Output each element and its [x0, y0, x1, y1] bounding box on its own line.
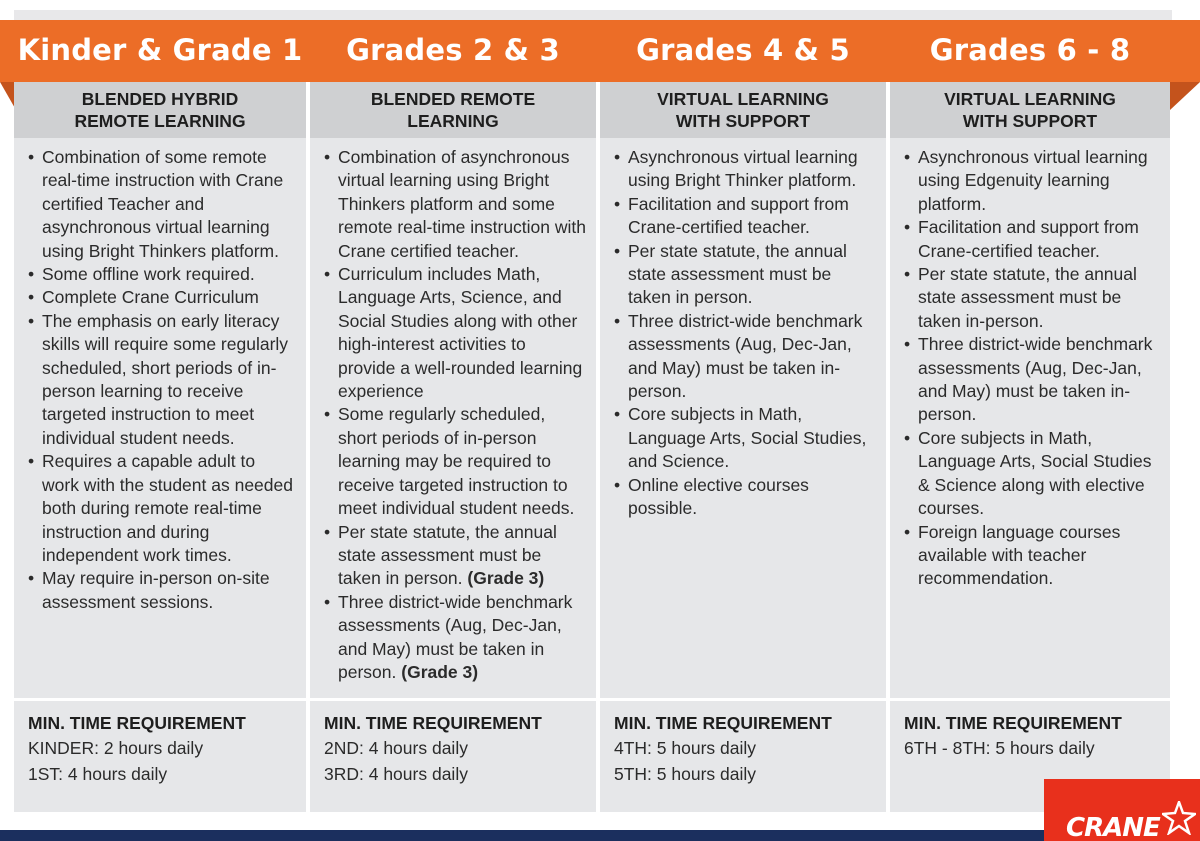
ribbon-fold-right: [1170, 82, 1200, 110]
learning-mode-line: BLENDED HYBRID: [81, 89, 239, 109]
bullet-list: [28, 146, 296, 614]
column-grades-6-8: [890, 20, 1170, 812]
bullet-item: • Core subjects in Math, Language Arts, Social Studies, and Science.: [614, 403, 876, 473]
learning-mode-line: VIRTUAL LEARNING: [657, 89, 829, 109]
time-requirement-title: MIN. TIME REQUIREMENT: [614, 713, 832, 733]
grade-note: (Grade 3): [401, 661, 479, 682]
time-requirement: [14, 698, 306, 812]
time-requirement-line: 6TH - 8TH: 5 hours daily: [904, 738, 1095, 758]
time-requirement-line: 5TH: 5 hours daily: [614, 764, 757, 784]
bullet-item: • Three district-wide benchmark assessments (Aug, Dec-Jan, and May) must be taken in-person.: [904, 333, 1160, 427]
time-requirement-title: MIN. TIME REQUIREMENT: [904, 713, 1122, 733]
bullet-item: • Per state statute, the annual state assessment must be taken in-person.: [904, 263, 1160, 333]
description-box: [14, 138, 306, 698]
bullet-item: • Facilitation and support from Crane-certified teacher.: [614, 193, 876, 240]
bullet-item: • Requires a capable adult to work with the student as needed both during remote real-time instruction and during independent work times.: [28, 450, 296, 567]
bullet-item: • Per state statute, the annual state assessment must be taken in person.: [614, 240, 876, 310]
time-requirement-title: MIN. TIME REQUIREMENT: [324, 713, 542, 733]
bullet-item: • Complete Crane Curriculum: [28, 286, 296, 309]
bullet-text: Per state statute, the annual state assessment must be taken in person.: [338, 521, 557, 589]
bullet-item: • Core subjects in Math, Language Arts, Social Studies & Science along with elective courses.: [904, 427, 1160, 521]
bullet-item: • Foreign language courses available with teacher recommendation.: [904, 521, 1160, 591]
logo-text: CRANE: [1066, 813, 1160, 841]
learning-mode-line: WITH SUPPORT: [675, 111, 811, 131]
bottom-bar: [0, 830, 1200, 841]
bullet-item: • Facilitation and support from Crane-certified teacher.: [904, 216, 1160, 263]
bullet-item: • May require in-person on-site assessment sessions.: [28, 567, 296, 614]
learning-mode-line: LEARNING: [407, 111, 499, 131]
learning-mode-line: VIRTUAL LEARNING: [944, 89, 1116, 109]
bullet-item: • Combination of some remote real-time instruction with Crane certified Teacher and asynchronous virtual learning using Bright Thinkers platform.: [28, 146, 296, 263]
learning-mode: [14, 82, 306, 138]
bullet-list: [324, 146, 586, 684]
bullet-item: • Some regularly scheduled, short periods of in-person learning may be required to receive targeted instruction to meet individual student needs.: [324, 403, 586, 520]
time-requirement: [310, 698, 596, 812]
time-requirement-line: 3RD: 4 hours daily: [324, 764, 468, 784]
learning-mode: [310, 82, 596, 138]
grade-note: (Grade 3): [467, 568, 545, 589]
learning-mode: [890, 82, 1170, 138]
description-box: [600, 138, 886, 698]
time-requirement-title: MIN. TIME REQUIREMENT: [28, 713, 246, 733]
bullet-item: [324, 591, 586, 685]
grade-title: Kinder & Grade 1: [17, 33, 303, 67]
bullet-item: • The emphasis on early literacy skills will require some regularly scheduled, short periods of in-person learning to receive targeted instruction to meet individual student needs.: [28, 310, 296, 450]
bullet-item: • Online elective courses possible.: [614, 474, 876, 521]
column-kinder-grade-1: [14, 20, 306, 812]
bullet-list: [904, 146, 1160, 591]
learning-mode-line: BLENDED REMOTE: [370, 89, 536, 109]
time-requirement-line: 1ST: 4 hours daily: [28, 764, 168, 784]
time-requirement: [600, 698, 886, 812]
grade-title: Grades 6 - 8: [929, 33, 1131, 67]
grade-title: Grades 4 & 5: [636, 33, 850, 67]
bullet-item: • Three district-wide benchmark assessments (Aug, Dec-Jan, and May) must be taken in-person.: [614, 310, 876, 404]
bullet-item: • Curriculum includes Math, Language Arts, Science, and Social Studies along with other high-interest activities to provide a well-rounded learning experience: [324, 263, 586, 403]
time-requirement-line: KINDER: 2 hours daily: [28, 738, 204, 758]
bullet-item: [324, 521, 586, 591]
grade-title: Grades 2 & 3: [346, 33, 560, 67]
bullet-item: • Asynchronous virtual learning using Bright Thinker platform.: [614, 146, 876, 193]
star-icon: [1162, 801, 1196, 835]
column-grades-2-3: [310, 20, 596, 812]
time-requirement-line: 4TH: 5 hours daily: [614, 738, 757, 758]
time-requirement-line: 2ND: 4 hours daily: [324, 738, 468, 758]
bullet-text: Three district-wide benchmark assessments (Aug, Dec-Jan, and May) must be taken in person.: [338, 591, 573, 682]
bullet-item: • Some offline work required.: [28, 263, 296, 286]
description-box: [890, 138, 1170, 698]
bullet-list: [614, 146, 876, 521]
learning-mode-line: REMOTE LEARNING: [74, 111, 246, 131]
learning-mode-line: WITH SUPPORT: [962, 111, 1098, 131]
bullet-item: • Combination of asynchronous virtual learning using Bright Thinkers platform and some remote real-time instruction with Crane certified teacher.: [324, 146, 586, 263]
column-grades-4-5: [600, 20, 886, 812]
bullet-item: • Asynchronous virtual learning using Edgenuity learning platform.: [904, 146, 1160, 216]
description-box: [310, 138, 596, 698]
crane-logo: [1044, 779, 1200, 841]
learning-mode: [600, 82, 886, 138]
